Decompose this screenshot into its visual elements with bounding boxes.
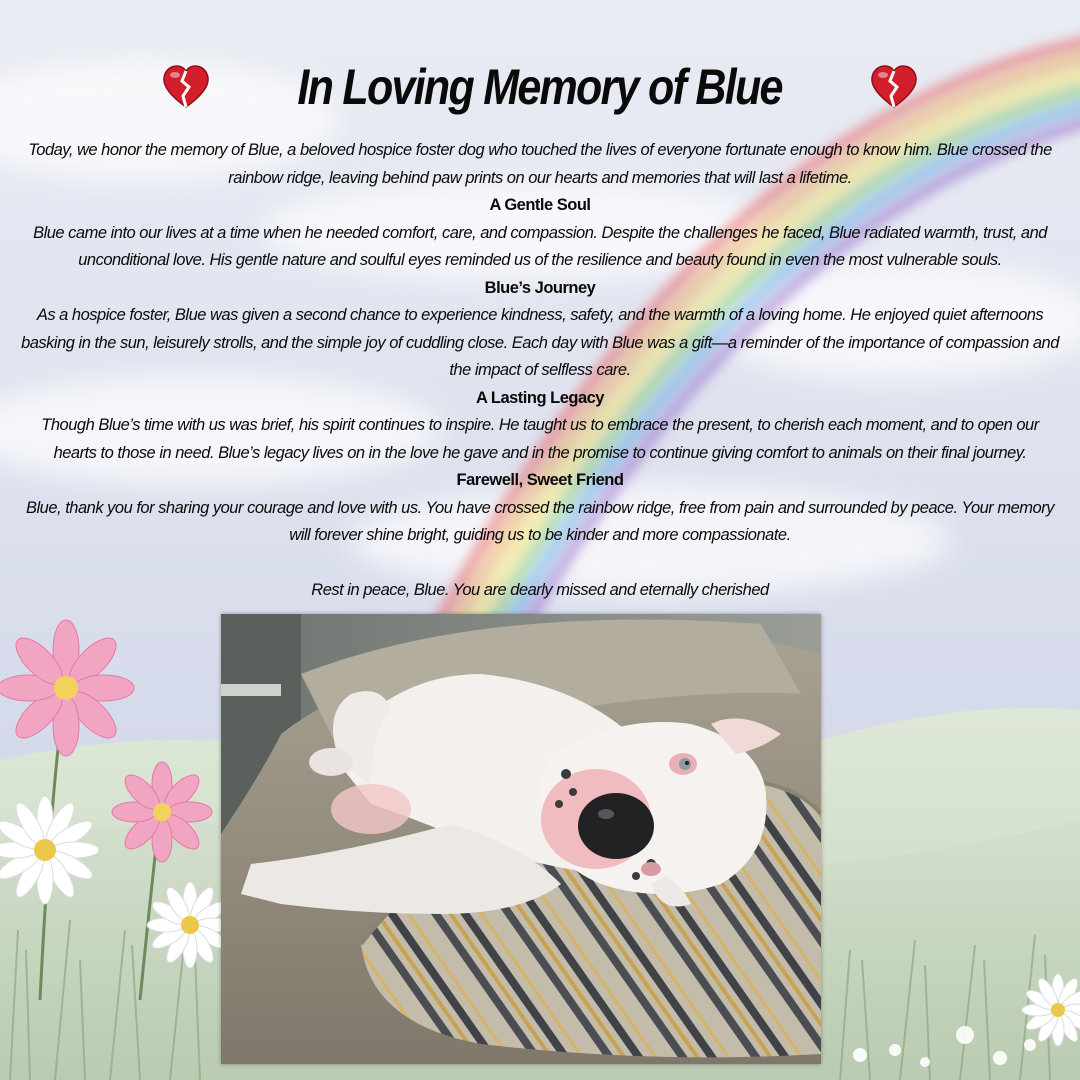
section-paragraph: As a hospice foster, Blue was given a second chance to experience kindness, safety, and the warmth of a loving home. He enjoyed quiet afternoons basking in the sun, leisurely strolls, and the simple joy of cuddling close. Each day with Blue was a gift—a reminder of the importance of compassion and the impact of selfless care. xyxy=(21,306,1059,379)
memorial-text xyxy=(20,137,1060,604)
dog-photo xyxy=(221,614,821,1064)
closing-line: Rest in peace, Blue. You are dearly missed and eternally cherished xyxy=(311,580,769,599)
section-heading: A Lasting Legacy xyxy=(475,388,604,407)
section-heading: A Gentle Soul xyxy=(489,196,591,214)
page-title: In Loving Memory of Blue xyxy=(297,59,783,115)
title-row xyxy=(0,52,1080,122)
section-paragraph: Blue, thank you for sharing your courage and love with us. You have crossed the rainbow ridge, free from pain and surrounded by peace. Your memory will forever shine bright, guiding us to be kinder and more compassionate. xyxy=(26,498,1054,544)
section-paragraph: Though Blue’s time with us was brief, his spirit continues to inspire. He taught us to embrace the present, to cherish each moment, and to open our hearts to those in need. Blue’s legacy lives on in the love he gave and in the promise to continue giving comfort to animals on their final journey. xyxy=(41,416,1039,462)
intro-paragraph: Today, we honor the memory of Blue, a beloved hospice foster dog who touched the lives of everyone fortunate enough to know him. Blue crossed the rainbow ridge, leaving behind paw prints on our hearts and memories that will last a lifetime. xyxy=(28,141,1052,187)
section-heading: Blue’s Journey xyxy=(484,278,596,297)
broken-heart-icon xyxy=(870,65,918,109)
section-paragraph: Blue came into our lives at a time when he needed comfort, care, and compassion. Despite the challenges he faced, Blue radiated warmth, trust, and unconditional love. His gentle nature and soulful eyes reminded us of the resilience and beauty found in even the most vulnerable souls. xyxy=(33,223,1047,269)
section-heading: Farewell, Sweet Friend xyxy=(456,471,624,489)
broken-heart-icon xyxy=(162,65,210,109)
